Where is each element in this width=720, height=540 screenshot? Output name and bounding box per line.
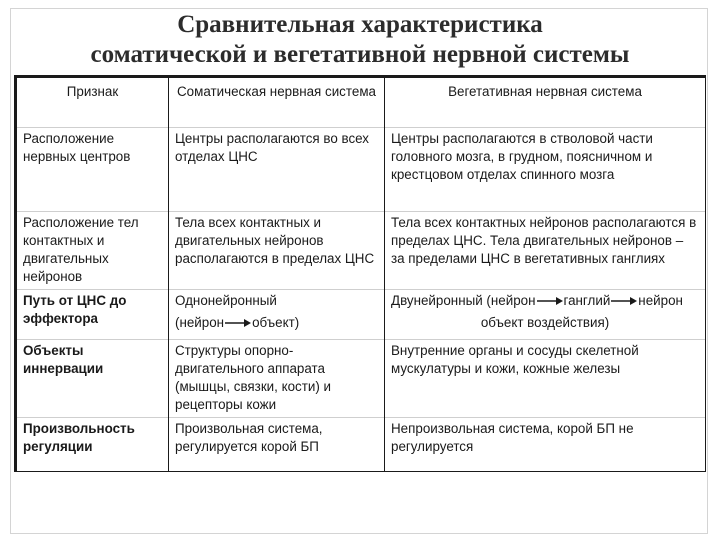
row-sign-cell: Произвольность регуляции bbox=[16, 418, 169, 472]
row-sign-cell: Расположение тел контактных и двигательных нейронов bbox=[16, 212, 169, 290]
row-somatic-cell: Центры располагаются во всех отделах ЦНС bbox=[169, 128, 385, 212]
header-vegetative: Вегетативная нервная система bbox=[385, 77, 706, 128]
row-somatic-cell bbox=[169, 290, 385, 340]
row-somatic-cell: Структуры опорно-двигательного аппарата (мышцы, связки, кости) и рецепторы кожи bbox=[169, 340, 385, 418]
table-row bbox=[16, 212, 706, 290]
row-vegetative-cell bbox=[385, 290, 706, 340]
row-vegetative-cell: Центры располагаются в стволовой части головного мозга, в грудном, поясничном и крестцовом отделах спинного мозга bbox=[385, 128, 706, 212]
somatic-path-to: объект) bbox=[252, 315, 300, 330]
table-row bbox=[16, 128, 706, 212]
title-line-1: Сравнительная характеристика bbox=[177, 11, 543, 38]
arrow-right-icon bbox=[610, 296, 638, 306]
vegetative-path-start: Двунейронный (нейрон bbox=[391, 293, 536, 308]
table-row bbox=[16, 418, 706, 472]
header-somatic: Соматическая нервная система bbox=[169, 77, 385, 128]
header-sign: Признак bbox=[16, 77, 169, 128]
somatic-path-from: (нейрон bbox=[175, 315, 225, 330]
somatic-path-line2 bbox=[175, 314, 378, 332]
row-sign-cell: Объекты иннервации bbox=[16, 340, 169, 418]
table-header-row bbox=[16, 77, 706, 128]
row-vegetative-cell: Тела всех контактных нейронов располагаются в пределах ЦНС. Тела двигательных нейронов – за пределами ЦНС в вегетативных ганглиях bbox=[385, 212, 706, 290]
slide-title bbox=[0, 10, 720, 70]
vegetative-path-mid: ганглий bbox=[563, 293, 611, 308]
row-vegetative-cell: Внутренние органы и сосуды скелетной мускулатуры и кожи, кожные железы bbox=[385, 340, 706, 418]
table-row bbox=[16, 340, 706, 418]
row-somatic-cell: Тела всех контактных и двигательных нейронов располагаются в пределах ЦНС bbox=[169, 212, 385, 290]
vegetative-path-line2: объект воздействия) bbox=[480, 315, 610, 330]
table-row bbox=[16, 290, 706, 340]
arrow-right-icon bbox=[536, 296, 564, 306]
vegetative-path-end: нейрон bbox=[638, 293, 683, 308]
row-somatic-cell: Произвольная система, регулируется корой БП bbox=[169, 418, 385, 472]
vegetative-path-line1 bbox=[391, 292, 699, 310]
comparison-table bbox=[14, 75, 706, 472]
title-line-2: соматической и вегетативной нервной системы bbox=[90, 41, 630, 68]
row-sign-cell: Путь от ЦНС до эффектора bbox=[16, 290, 169, 340]
arrow-right-icon bbox=[224, 318, 252, 328]
row-sign-cell: Расположение нервных центров bbox=[16, 128, 169, 212]
somatic-path-line1: Однонейронный bbox=[175, 293, 277, 308]
row-vegetative-cell: Непроизвольная система, корой БП не регулируется bbox=[385, 418, 706, 472]
